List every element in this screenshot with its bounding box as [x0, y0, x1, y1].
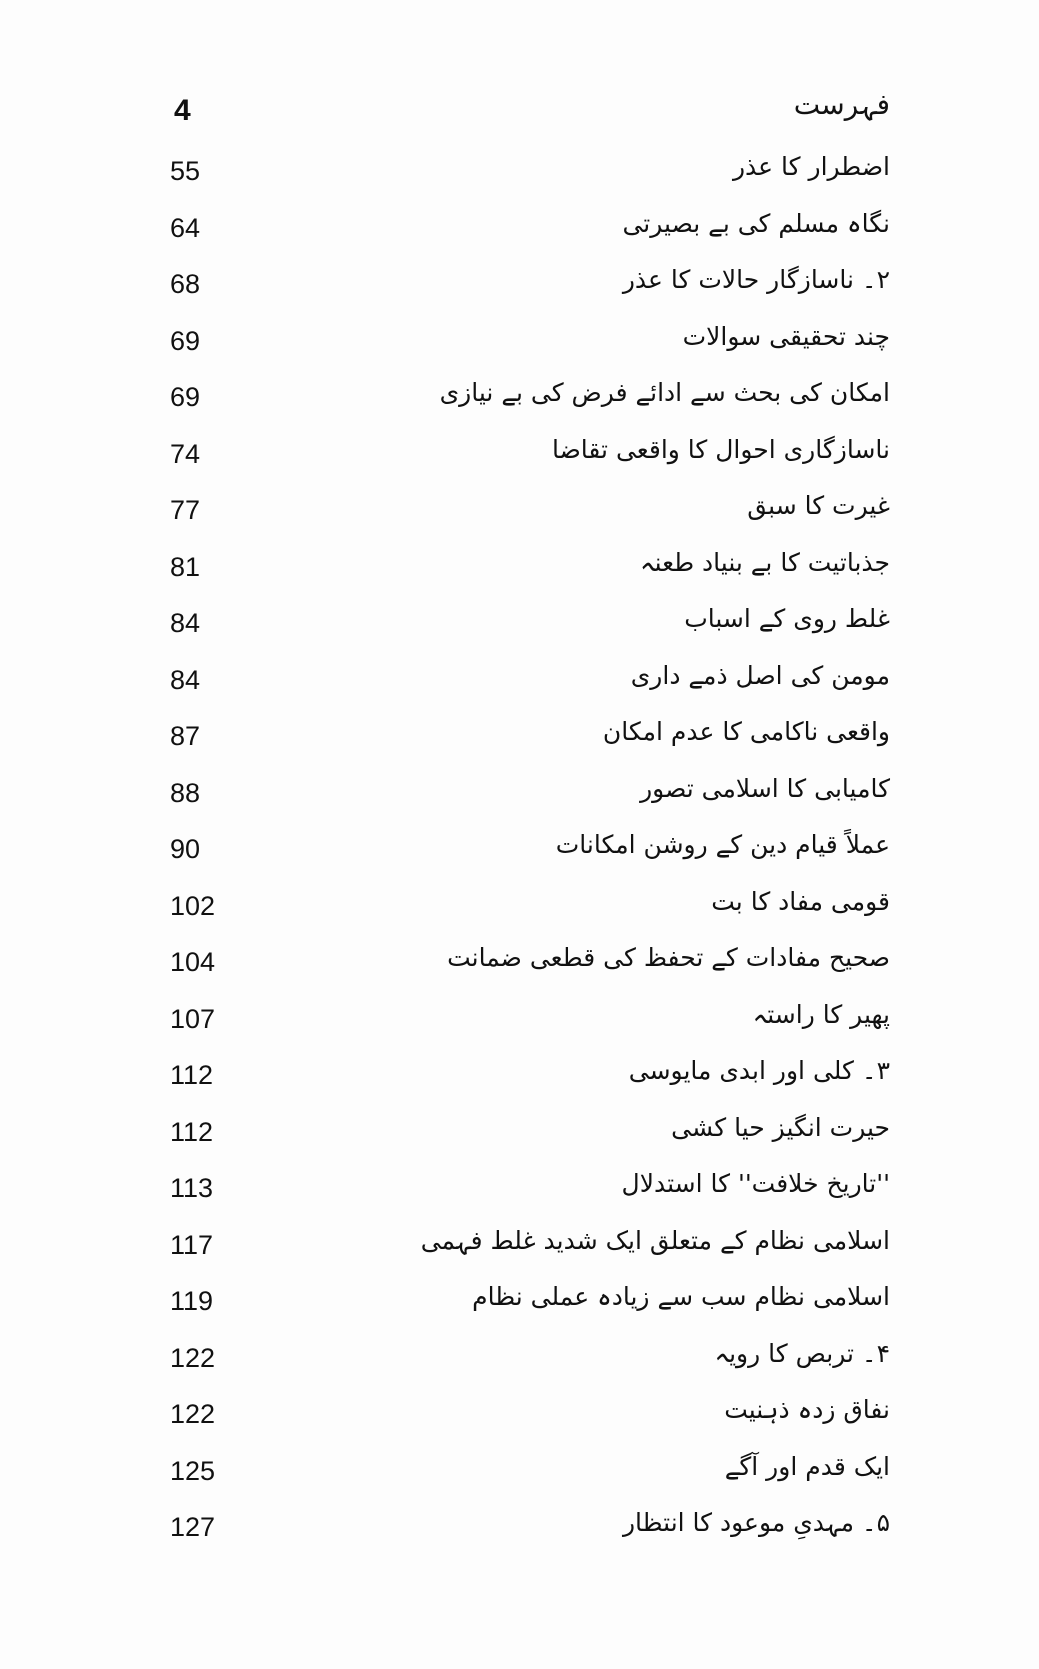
- toc-entry: [160, 431, 890, 488]
- toc-entry-title: ۵۔ مہدیِ موعود کا انتظار: [622, 1508, 890, 1537]
- toc-entry-title: نگاہ مسلم کی بے بصیرتی: [622, 208, 890, 238]
- toc-entry-page-number: 113: [170, 1173, 214, 1203]
- toc-entry-title: ۲۔ ناسازگار حالات کا عذر: [622, 265, 890, 294]
- toc-entry: [160, 883, 890, 940]
- toc-entry-title: کامیابی کا اسلامی تصور: [640, 773, 890, 803]
- page-title: فہرست: [793, 88, 890, 121]
- toc-entry: [160, 600, 890, 657]
- toc-entry-title: اسلامی نظام کے متعلق ایک شدید غلط فہمی: [420, 1225, 890, 1255]
- toc-entry-title: صحیح مفادات کے تحفظ کی قطعی ضمانت: [447, 943, 890, 972]
- toc-entry-title: اضطرار کا عذر: [732, 152, 890, 181]
- toc-entry-title: چند تحقیقی سوالات: [682, 321, 890, 351]
- toc-entry-title: واقعی ناکامی کا عدم امکان: [602, 717, 890, 746]
- toc-entry-title: مومن کی اصل ذمے داری: [630, 660, 890, 690]
- toc-entry-title: قومی مفاد کا بت: [711, 886, 890, 916]
- toc-entry-page-number: 84: [170, 664, 201, 695]
- toc-entry-page-number: 87: [170, 721, 201, 751]
- toc-entry-title: ''تاریخ خلافت'' کا استدلال: [621, 1169, 890, 1198]
- toc-entry: [160, 1278, 890, 1335]
- toc-entry: [160, 205, 890, 262]
- toc-entry: [160, 318, 890, 375]
- toc-entry-title: ناسازگاری احوال کا واقعی تقاضا: [551, 434, 890, 464]
- toc-entry-page-number: 117: [170, 1229, 214, 1260]
- toc-entry-page-number: 69: [170, 382, 201, 412]
- toc-entry-page-number: 81: [170, 551, 201, 582]
- toc-entry-page-number: 122: [170, 1399, 216, 1429]
- toc-entry: [160, 713, 890, 770]
- toc-entry-page-number: 107: [170, 1003, 216, 1034]
- toc-entry-title: امکان کی بحث سے ادائے فرض کی بے نیازی: [439, 378, 890, 407]
- toc-entry-title: عملاً قیام دین کے روشن امکانات: [555, 830, 890, 859]
- toc-entry-page-number: 68: [170, 269, 201, 299]
- table-of-contents: [160, 148, 890, 1561]
- toc-entry: [160, 1052, 890, 1109]
- toc-entry-title: غلط روی کے اسباب: [684, 604, 890, 633]
- toc-entry-page-number: 64: [170, 212, 201, 243]
- toc-entry-page-number: 69: [170, 325, 201, 356]
- toc-entry-page-number: 77: [170, 495, 201, 525]
- toc-entry-title: ایک قدم اور آگے: [724, 1451, 890, 1481]
- toc-entry-page-number: 104: [170, 947, 216, 977]
- toc-entry-title: نفاق زدہ ذہنیت: [724, 1395, 890, 1424]
- toc-entry: [160, 374, 890, 431]
- toc-entry: [160, 148, 890, 205]
- toc-entry-title: ۴۔ تربص کا رویہ: [714, 1338, 890, 1368]
- toc-entry: [160, 544, 890, 601]
- page-header: [160, 88, 890, 138]
- page-number: 4: [174, 94, 191, 127]
- toc-entry-page-number: 88: [170, 777, 201, 808]
- toc-entry-page-number: 127: [170, 1512, 216, 1542]
- toc-entry-page-number: 122: [170, 1342, 216, 1373]
- toc-entry-page-number: 112: [170, 1060, 214, 1090]
- toc-entry: [160, 1504, 890, 1561]
- toc-entry-title: اسلامی نظام سب سے زیادہ عملی نظام: [472, 1282, 890, 1311]
- toc-entry: [160, 1335, 890, 1392]
- toc-entry-title: حیرت انگیز حیا کشی: [671, 1112, 890, 1142]
- toc-entry: [160, 1109, 890, 1166]
- toc-entry-title: جذباتیت کا بے بنیاد طعنہ: [639, 547, 890, 577]
- toc-entry-page-number: 125: [170, 1455, 216, 1486]
- toc-entry: [160, 770, 890, 827]
- toc-entry: [160, 261, 890, 318]
- toc-entry-title: پھیر کا راستہ: [752, 999, 890, 1029]
- toc-entry: [160, 826, 890, 883]
- toc-entry-title: ۳۔ کلی اور ابدی مایوسی: [628, 1056, 890, 1085]
- toc-entry: [160, 487, 890, 544]
- toc-entry: [160, 1165, 890, 1222]
- toc-entry-page-number: 74: [170, 438, 201, 469]
- toc-entry: [160, 1391, 890, 1448]
- toc-entry-page-number: 102: [170, 890, 216, 921]
- toc-entry-title: غیرت کا سبق: [747, 491, 890, 520]
- toc-entry-page-number: 112: [170, 1116, 214, 1147]
- toc-entry-page-number: 90: [170, 834, 201, 864]
- toc-entry-page-number: 119: [170, 1286, 214, 1316]
- toc-entry: [160, 996, 890, 1053]
- toc-entry-page-number: 84: [170, 608, 201, 638]
- toc-entry: [160, 1222, 890, 1279]
- toc-entry-page-number: 55: [170, 156, 201, 186]
- toc-entry: [160, 657, 890, 714]
- toc-entry: [160, 939, 890, 996]
- toc-entry: [160, 1448, 890, 1505]
